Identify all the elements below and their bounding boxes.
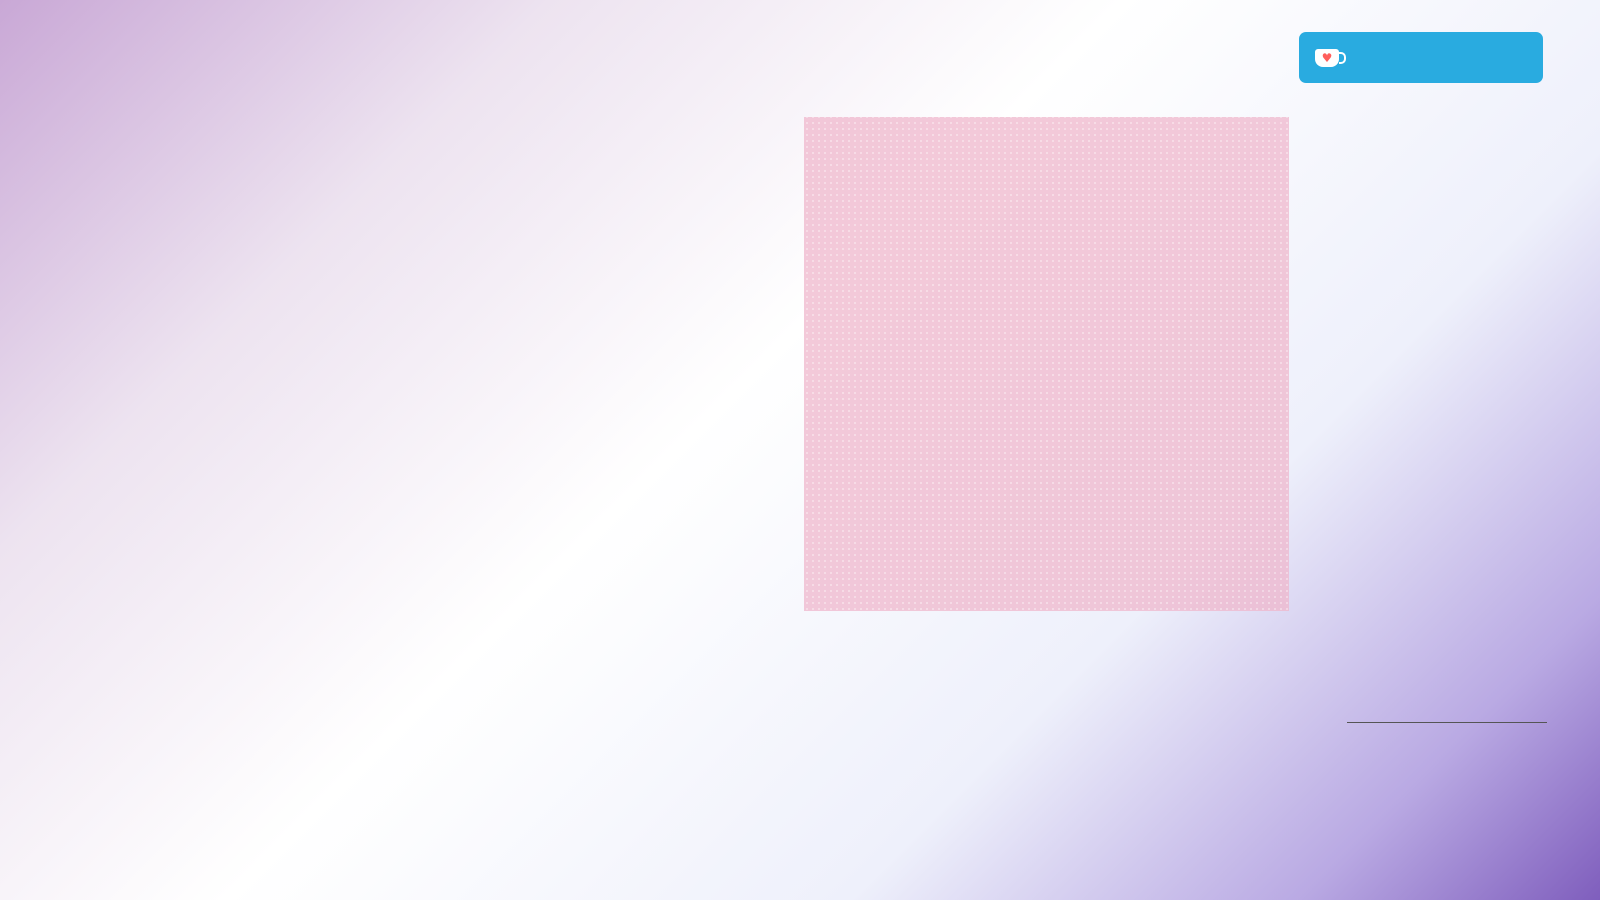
legend-footnote [1347,722,1547,726]
nowcast-band-dots [804,117,1289,611]
coffee-cup-icon: ♥ [1315,49,1339,67]
